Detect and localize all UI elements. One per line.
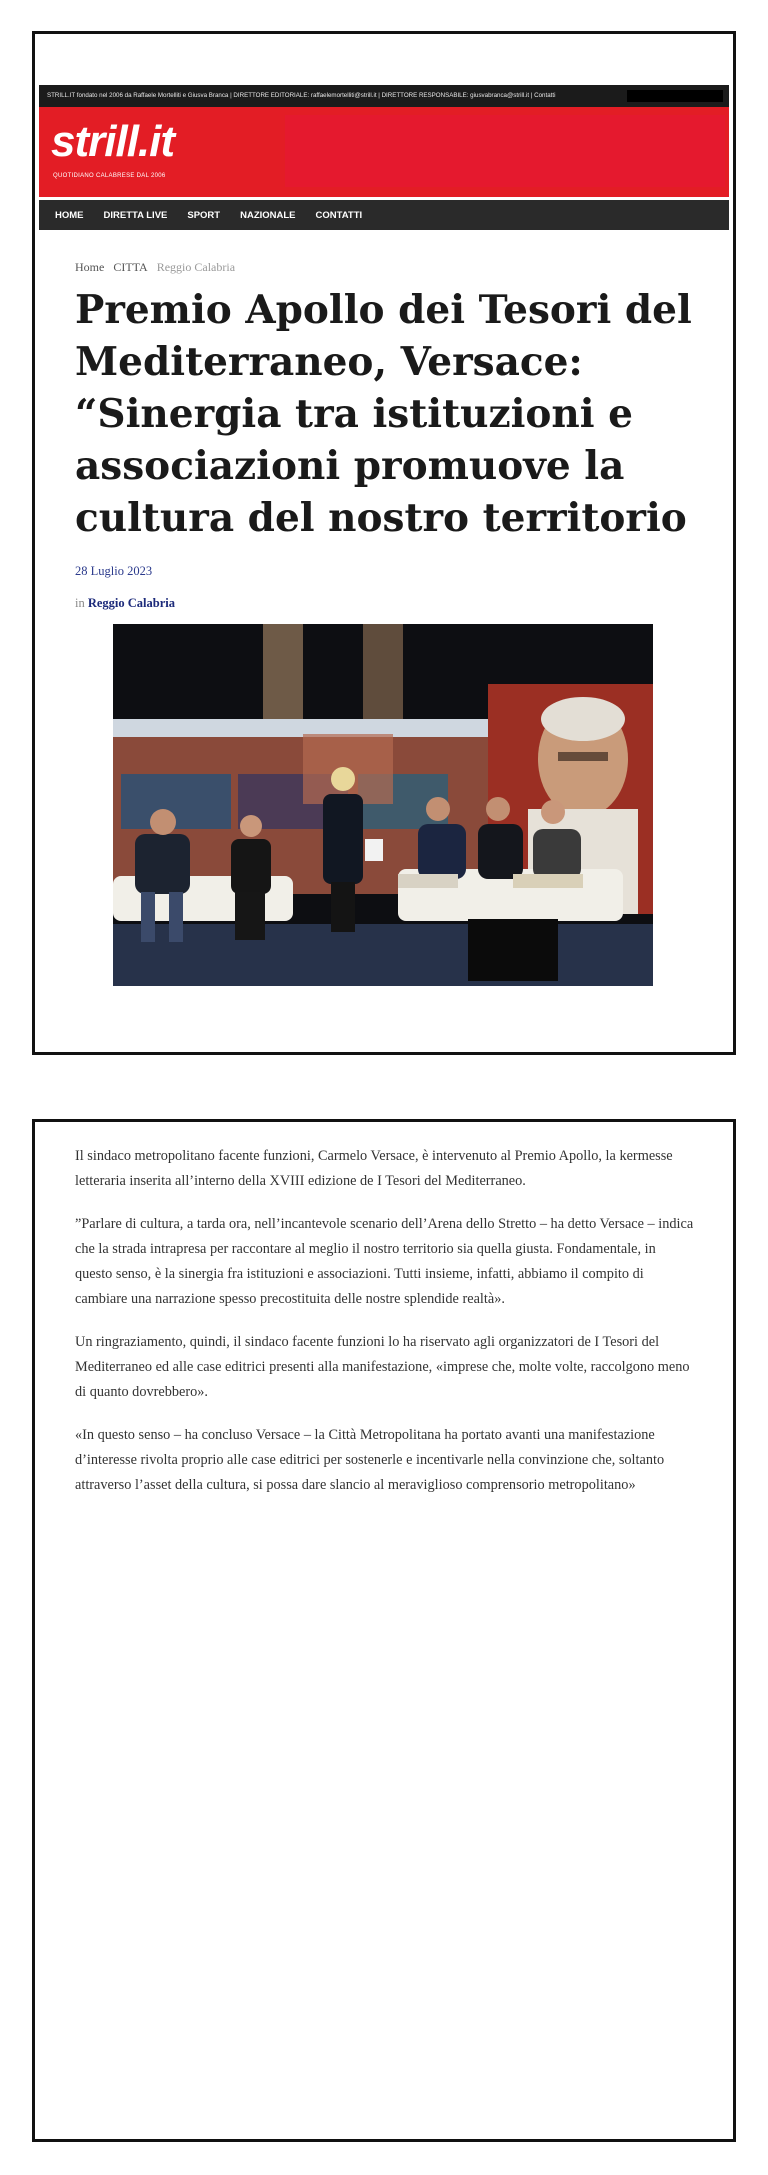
article-paragraph: ”Parlare di cultura, a tarda ora, nell’incantevole scenario dell’Arena dello Stretto – ha detto Versace – indica che la strada intrapresa per raccontare al meglio il nostro territorio sia quella giusta. Fondamentale, in questo senso, è la sinergia fra istituzioni e associazioni. Tutti insieme, infatti, abbiamo il compito di cambiare una narrazione spesso precostituita delle nostre splendide realtà». (75, 1216, 694, 1307)
logo-tagline: QUOTIDIANO CALABRESE DAL 2006 (53, 173, 166, 179)
breadcrumb-section[interactable]: CITTA (113, 260, 148, 274)
category-link[interactable]: Reggio Calabria (87, 596, 176, 610)
nav-item-nazionale[interactable]: NAZIONALE (240, 209, 296, 221)
breadcrumb (75, 260, 241, 275)
article-body (75, 1144, 695, 1516)
nav-item-home[interactable]: HOME (55, 209, 84, 221)
breadcrumb-home[interactable]: Home (75, 260, 105, 274)
logo[interactable] (39, 107, 279, 197)
article-paragraph: Un ringraziamento, quindi, il sindaco facente funzioni lo ha riservato agli organizzatori de I Tesori del Mediterraneo ed alle case editrici presenti alla manifestazione, «imprese che, molte volte, raccolgono meno di quanto dovrebbero». (75, 1334, 690, 1400)
nav-item-contatti[interactable]: CONTATTI (315, 209, 363, 221)
article-photo (113, 624, 653, 986)
top-info-bar (39, 85, 729, 107)
page-1 (32, 31, 736, 1055)
logo-text: strill.it (51, 117, 175, 166)
page-2 (32, 1119, 736, 2142)
site-header (39, 107, 729, 197)
nav-item-diretta-live[interactable]: DIRETTA LIVE (103, 209, 168, 221)
article-category-line (75, 596, 175, 611)
breadcrumb-current: Reggio Calabria (156, 260, 236, 274)
top-info-text: STRILL.IT fondato nel 2006 da Raffaele Mortelliti e Giusva Branca | DIRETTORE EDITORIALE: raffaelemortelliti@strill.it | DIRETTORE RESPONSABILE: giusvabranca@strill.it | Contatti (47, 92, 556, 99)
header-banner (285, 115, 725, 187)
article-paragraph: «In questo senso – ha concluso Versace – la Città Metropolitana ha portato avanti una manifestazione d’interesse rivolta proprio alle case editrici per sostenerle e incentivarle nella convinzione che, soltanto attraverso l’asset della cultura, si possa dare slancio al meraviglioso comprensorio metropolitano» (75, 1427, 665, 1493)
category-prefix: in (75, 596, 85, 610)
article-paragraph: Il sindaco metropolitano facente funzioni, Carmelo Versace, è intervenuto al Premio Apollo, la kermesse letteraria inserita all’interno della XVIII edizione de I Tesori del Mediterraneo. (75, 1148, 673, 1189)
redacted-block (627, 90, 723, 102)
article-date: 28 Luglio 2023 (75, 564, 153, 578)
article-title: Premio Apollo dei Tesori del Mediterraneo, Versace: “Sinergia tra istituzioni e associazioni promuove la cultura del nostro territorio (75, 287, 692, 541)
nav-item-sport[interactable]: SPORT (187, 209, 221, 221)
main-nav (39, 200, 729, 230)
